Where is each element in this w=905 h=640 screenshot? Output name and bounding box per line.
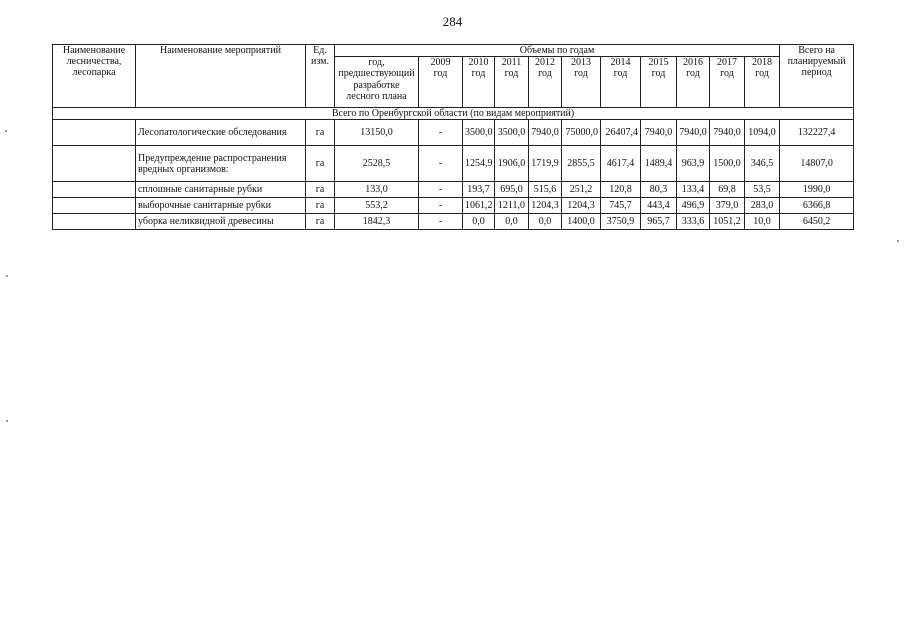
page-number: 284: [442, 14, 463, 29]
year-number: 2016: [683, 57, 703, 69]
header-year-2011: [495, 57, 529, 108]
table-row: [53, 120, 854, 146]
header-year-2018: [745, 57, 780, 108]
year-value: 1061,2: [463, 198, 495, 214]
year-value: 193,7: [463, 182, 495, 198]
year-number: 2009: [430, 57, 451, 69]
year-word: год: [720, 68, 734, 80]
year-value: -: [419, 214, 463, 230]
year-word: год: [686, 68, 700, 80]
total-value: 14807,0: [780, 146, 854, 182]
prior-year-value: 13150,0: [335, 120, 419, 146]
year-value: 283,0: [745, 198, 780, 214]
year-number: 2018: [752, 57, 773, 69]
total-value: 6450,2: [780, 214, 854, 230]
year-value: 1500,0: [710, 146, 745, 182]
year-value: 745,7: [601, 198, 641, 214]
year-value: -: [419, 146, 463, 182]
forestry-cell: [53, 146, 136, 182]
year-word: год: [574, 68, 588, 80]
header-year-2010: [463, 57, 495, 108]
forest-activities-table: [52, 44, 854, 230]
year-value: 1906,0: [495, 146, 529, 182]
year-word: год: [433, 68, 448, 80]
year-value: 1254,9: [463, 146, 495, 182]
unit-cell: га: [306, 146, 335, 182]
year-value: 4617,4: [601, 146, 641, 182]
header-year-2017: [710, 57, 745, 108]
year-word: год: [504, 68, 519, 80]
activity-name: сплошные санитарные рубки: [136, 182, 306, 198]
activity-name: Лесопатологические обследования: [136, 120, 306, 146]
year-value: -: [419, 120, 463, 146]
year-number: 2010: [468, 57, 489, 69]
unit-cell: га: [306, 120, 335, 146]
header-forestry: Наименование лесничества, лесопарка: [53, 45, 136, 108]
year-value: 10,0: [745, 214, 780, 230]
year-number: 2012: [535, 57, 555, 69]
year-value: 2855,5: [562, 146, 601, 182]
year-value: 7940,0: [677, 120, 710, 146]
header-year-2015: [641, 57, 677, 108]
year-value: 963,9: [677, 146, 710, 182]
table-row: [53, 214, 854, 230]
year-word: год: [755, 68, 769, 80]
year-word: год: [471, 68, 486, 80]
total-value: 132227,4: [780, 120, 854, 146]
year-word: год: [538, 68, 552, 80]
year-value: 1051,2: [710, 214, 745, 230]
year-value: 1204,3: [562, 198, 601, 214]
year-value: 120,8: [601, 182, 641, 198]
year-value: 443,4: [641, 198, 677, 214]
year-value: 7940,0: [641, 120, 677, 146]
year-value: 1400,0: [562, 214, 601, 230]
year-value: 1719,9: [529, 146, 562, 182]
unit-cell: га: [306, 214, 335, 230]
total-value: 1990,0: [780, 182, 854, 198]
year-value: 0,0: [529, 214, 562, 230]
unit-cell: га: [306, 182, 335, 198]
section-title: Всего по Оренбургской области (по видам мероприятий): [53, 108, 854, 120]
forestry-cell: [53, 120, 136, 146]
activity-name: выборочные санитарные рубки: [136, 198, 306, 214]
forestry-cell: [53, 198, 136, 214]
scan-speck: [6, 275, 8, 277]
year-value: 965,7: [641, 214, 677, 230]
header-year-2012: [529, 57, 562, 108]
forestry-cell: [53, 214, 136, 230]
prior-year-value: 2528,5: [335, 146, 419, 182]
year-value: 0,0: [463, 214, 495, 230]
year-number: 2017: [717, 57, 737, 69]
year-value: 379,0: [710, 198, 745, 214]
year-value: 496,9: [677, 198, 710, 214]
year-value: 80,3: [641, 182, 677, 198]
year-value: -: [419, 198, 463, 214]
prior-year-value: 553,2: [335, 198, 419, 214]
header-unit: Ед. изм.: [306, 45, 335, 108]
year-value: 75000,0: [562, 120, 601, 146]
data-rows: [53, 120, 854, 230]
prior-year-value: 133,0: [335, 182, 419, 198]
year-number: 2013: [571, 57, 591, 69]
total-value: 6366,8: [780, 198, 854, 214]
scan-speck: [5, 130, 7, 132]
year-value: 53,5: [745, 182, 780, 198]
year-value: 1211,0: [495, 198, 529, 214]
year-value: 26407,4: [601, 120, 641, 146]
year-value: 515,6: [529, 182, 562, 198]
year-word: год: [613, 68, 628, 80]
year-value: 7940,0: [710, 120, 745, 146]
scan-speck: [897, 240, 899, 242]
table-row: [53, 198, 854, 214]
year-value: 695,0: [495, 182, 529, 198]
year-word: год: [651, 68, 666, 80]
year-value: 3500,0: [463, 120, 495, 146]
year-value: 3500,0: [495, 120, 529, 146]
header-row-top: [53, 45, 854, 57]
prior-year-value: 1842,3: [335, 214, 419, 230]
year-value: 346,5: [745, 146, 780, 182]
year-value: 3750,9: [601, 214, 641, 230]
year-number: 2015: [648, 57, 669, 69]
header-year-2009: [419, 57, 463, 108]
unit-cell: га: [306, 198, 335, 214]
section-title-row: [53, 108, 854, 120]
year-value: 1489,4: [641, 146, 677, 182]
year-value: 133,4: [677, 182, 710, 198]
year-value: 333,6: [677, 214, 710, 230]
year-value: 0,0: [495, 214, 529, 230]
year-number: 2014: [610, 57, 631, 69]
header-year-2014: [601, 57, 641, 108]
table-row: [53, 146, 854, 182]
activity-name: уборка неликвидной древесины: [136, 214, 306, 230]
header-total: Всего на планируемый период: [780, 45, 854, 108]
header-prior-year: год, предшествующий разработке лесного плана: [335, 57, 419, 108]
year-value: 251,2: [562, 182, 601, 198]
header-volumes: Объемы по годам: [335, 45, 780, 57]
header-activity: Наименование мероприятий: [136, 45, 306, 108]
activity-name: Предупреждение распространения вредных организмов:: [136, 146, 306, 182]
header-year-2016: [677, 57, 710, 108]
year-value: 1094,0: [745, 120, 780, 146]
year-value: 69,8: [710, 182, 745, 198]
year-number: 2011: [501, 57, 522, 69]
scan-speck: [6, 420, 8, 422]
year-value: 7940,0: [529, 120, 562, 146]
table-row: [53, 182, 854, 198]
year-value: 1204,3: [529, 198, 562, 214]
header-year-2013: [562, 57, 601, 108]
year-value: -: [419, 182, 463, 198]
forestry-cell: [53, 182, 136, 198]
